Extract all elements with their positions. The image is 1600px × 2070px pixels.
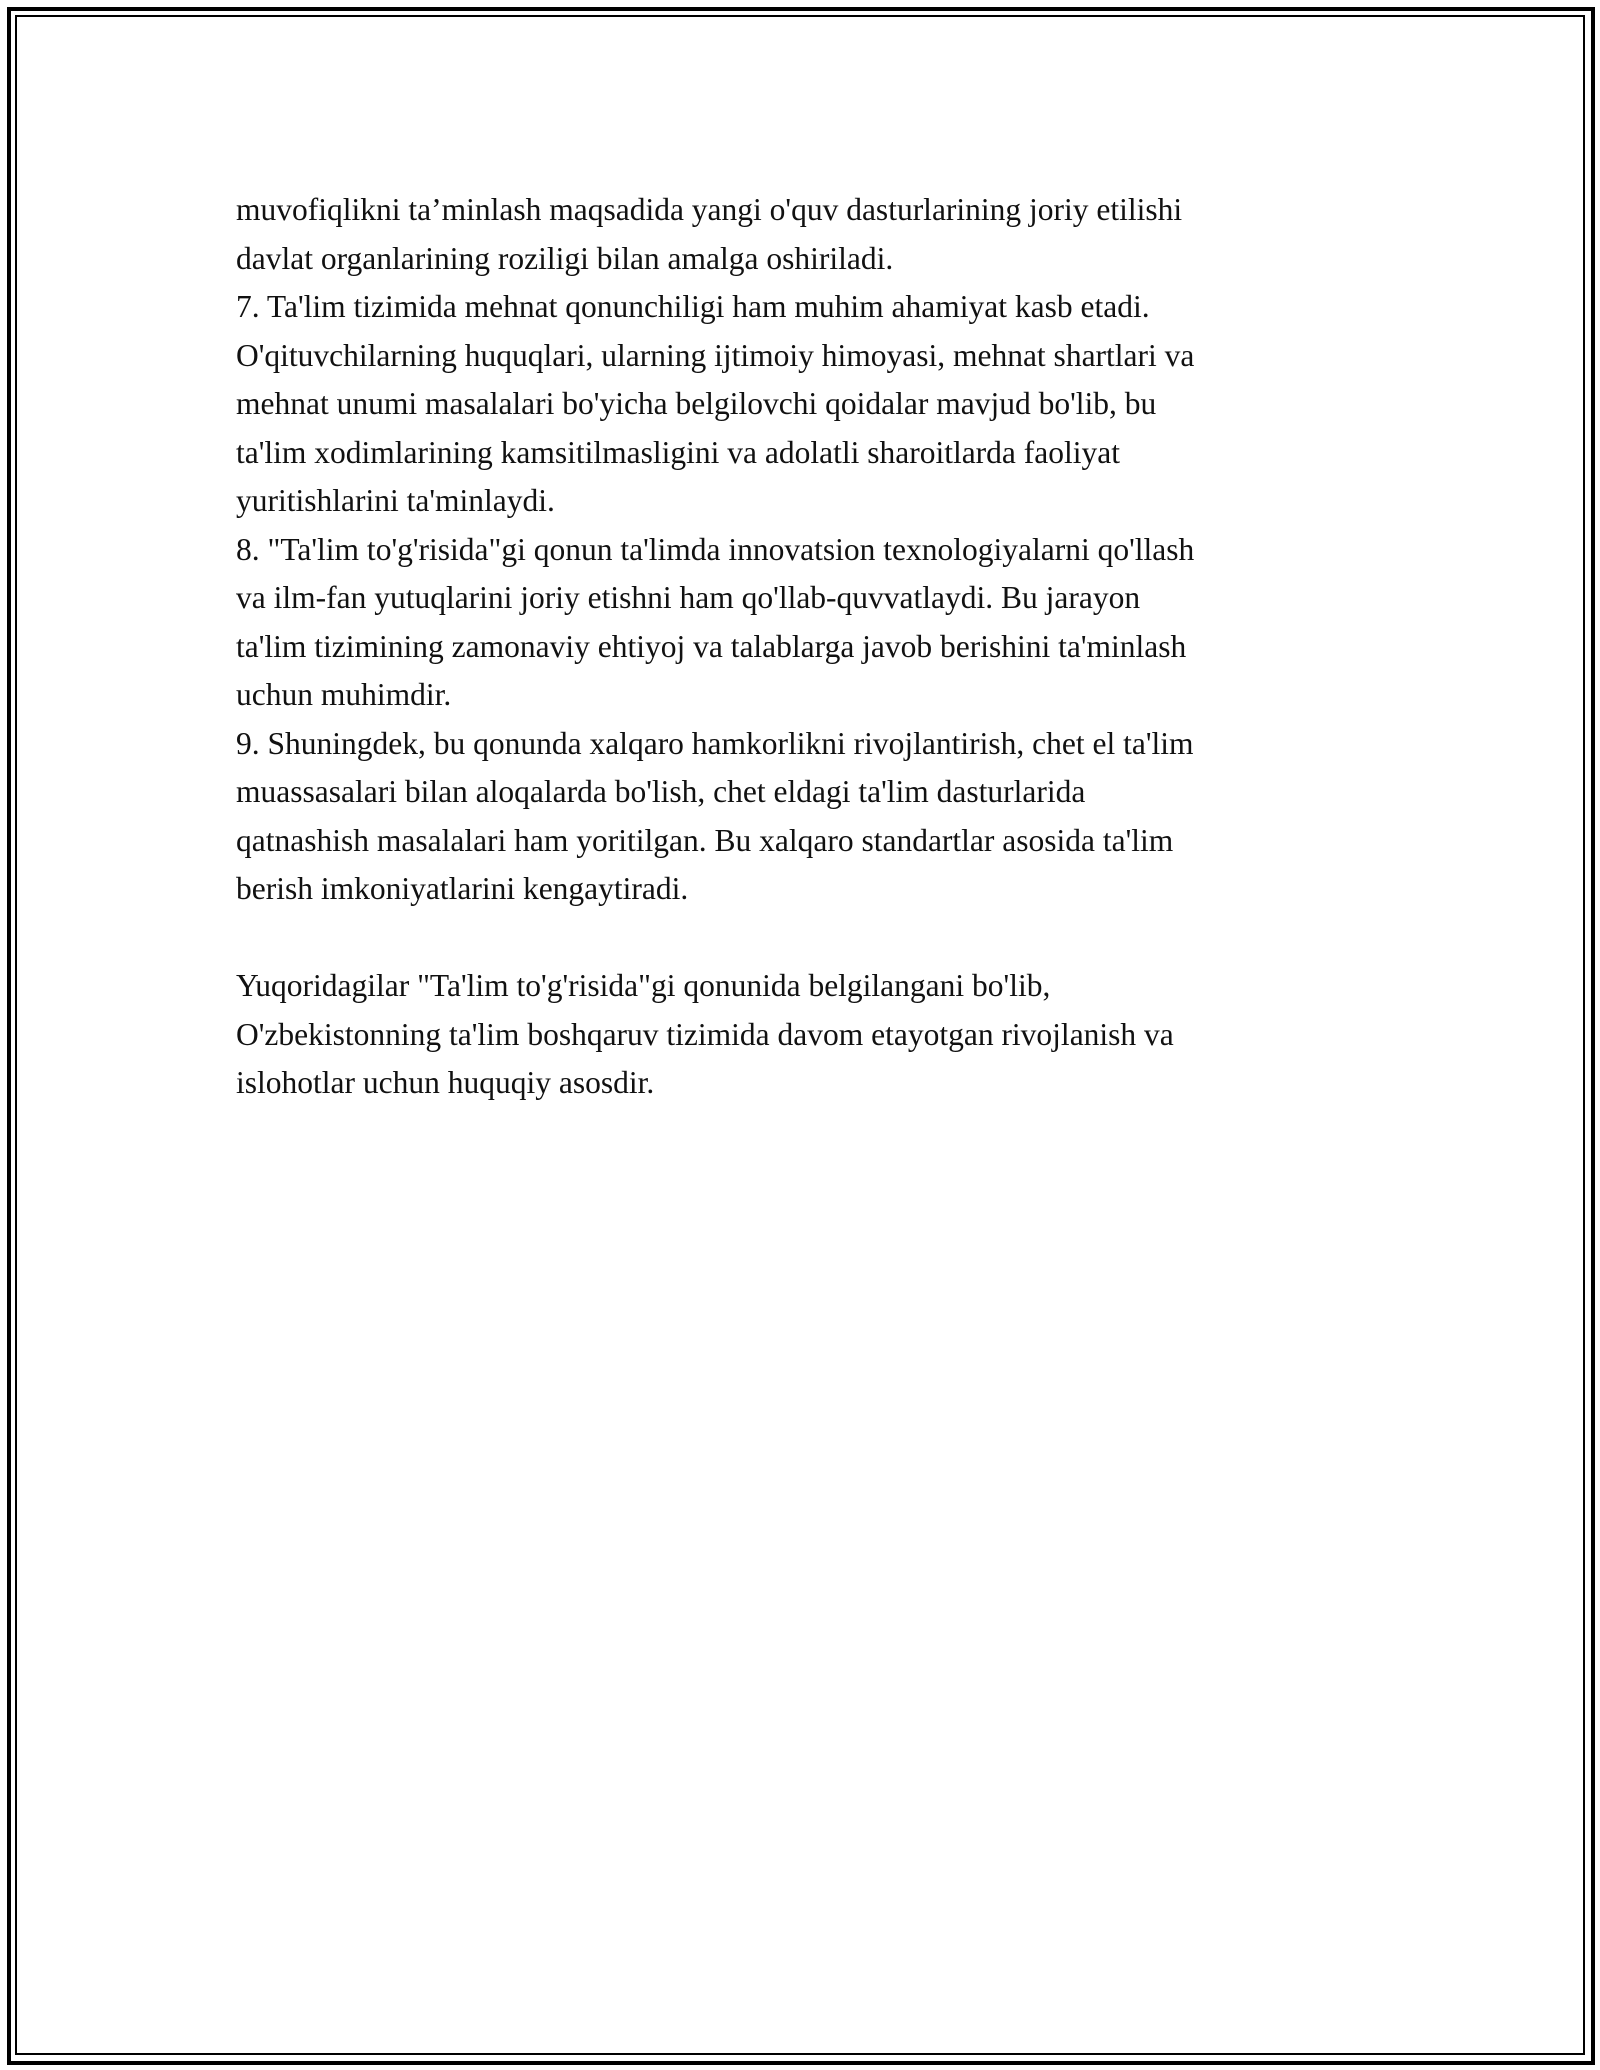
paragraph-gap [236,914,1376,963]
text-line: va ilm-fan yutuqlarini joriy etishni ham qo'llab-quvvatlaydi. Bu jarayon [236,580,1141,615]
text-line: ta'lim tizimining zamonaviy ehtiyoj va talablarga javob berishini ta'minlash [236,628,1187,664]
text-line: davlat organlarining roziligi bilan amalga oshiriladi. [236,240,894,276]
text-line: islohotlar uchun huquqiy asosdir. [236,1065,655,1100]
text-line: 9. Shuningdek, bu qonunda xalqaro hamkorlikni rivojlantirish, chet el ta'lim [236,725,1194,761]
text-line: qatnashish masalalari ham yoritilgan. Bu xalqaro standartlar asosida ta'lim [236,822,1174,858]
text-line: mehnat unumi masalalari bo'yicha belgilovchi qoidalar mavjud bo'lib, bu [236,386,1157,421]
text-line: uchun muhimdir. [236,677,452,712]
text-line: O'qituvchilarning huquqlari, ularning ijtimoiy himoyasi, mehnat shartlari va [236,337,1195,373]
text-line: muvofiqlikni ta’minlash maqsadida yangi o'quv dasturlarining joriy etilishi [236,192,1183,227]
text-line: berish imkoniyatlarini kengaytiradi. [236,871,689,906]
text-line: 8. "Ta'lim to'g'risida"gi qonun ta'limda innovatsion texnologiyalarni qo'llash [236,531,1195,567]
text-line: muassasalari bilan aloqalarda bo'lish, chet eldagi ta'lim dasturlarida [236,774,1086,809]
text-block-2 [236,962,1376,1108]
document-body [236,186,1376,1108]
text-block-1 [236,186,1376,914]
text-line: yuritishlarini ta'minlaydi. [236,483,555,518]
text-line: 7. Ta'lim tizimida mehnat qonunchiligi ham muhim ahamiyat kasb etadi. [236,289,1150,324]
text-line: O'zbekistonning ta'lim boshqaruv tizimida davom etayotgan rivojlanish va [236,1016,1174,1052]
text-line: ta'lim xodimlarining kamsitilmasligini va adolatli sharoitlarda faoliyat [236,434,1120,470]
text-line: Yuqoridagilar "Ta'lim to'g'risida"gi qonunida belgilangani bo'lib, [236,968,1051,1003]
